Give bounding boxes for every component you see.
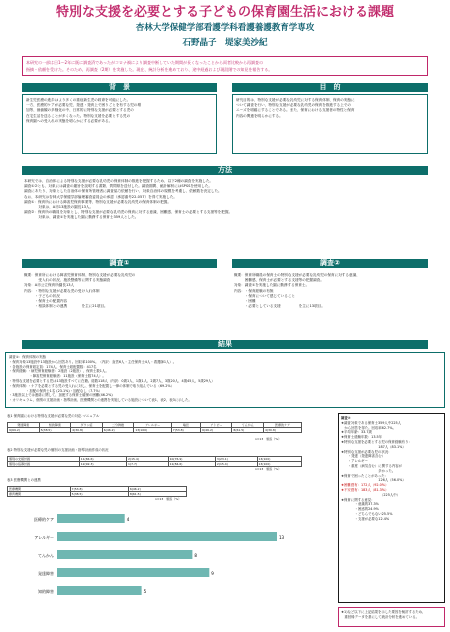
survey1-heading: 調査① [22, 259, 217, 268]
chart-category-label: 知的障害 [38, 589, 54, 594]
survey1-line: ・子どもの状況 [24, 293, 60, 298]
method-line: 調査②：保育所の職員を対象とし、特別な支援が必要な乳幼児の保育に対する意識、困難感、保育士の必要とする支援等を把握。 [24, 210, 233, 215]
survey2-line: ・保育について感じていること [234, 293, 296, 298]
results-line: ・保育経験：・病児保育経験者：2施設（2施設）、保育士数1人。 [9, 369, 109, 374]
survey2-result-line: ★保育で困ったことがあった： [341, 473, 389, 478]
affiliation: 杏林大学保健学部看護学科看護養護教育学専攻 [135, 23, 315, 33]
table1-header: てんかん [232, 423, 264, 428]
results-box [5, 352, 445, 408]
results-line: ・障害児保育経験者：11施設（保育士数74人）。 [9, 374, 106, 379]
survey2-result-line: から回答を得た。回収率62.7%。 [341, 425, 396, 430]
survey1-line: 対象：A市公立保育所園長13人 [24, 283, 75, 288]
table1-header: アトピー [201, 423, 232, 428]
purpose-heading: 目 的 [232, 83, 428, 92]
purpose-line: ニーズを明確にすることである。また、保育における支援者の特性と保育 [236, 108, 355, 113]
tables-area [5, 413, 335, 623]
results-heading: 結果 [22, 340, 428, 349]
survey2-line: 概要：保育所職員の保育士の特別な支援が必要な乳幼児の保育に対する意識、 [234, 273, 360, 277]
chart-value-label: 13 [279, 535, 285, 540]
results-line: ・保育対象13施設中13施設から回答あり。回収率100%。（内訳：直営6人・主任保育士4人・看護師1人）。 [9, 359, 177, 364]
survey2-result-line: ★特別な支援が必要な児の状況： [341, 449, 392, 454]
purpose-line: ついて調査を行い、特別な支援が必要な乳幼児の保育を推進する上での [236, 103, 351, 108]
purpose-line: 内容の関連を明らかにする。 [236, 113, 283, 118]
table-row [8, 492, 187, 497]
survey2-result-line: ★保育に関する意見： [341, 497, 375, 502]
table2-cell: 1(7.7) [127, 462, 169, 467]
table1-cell: 13(100) [134, 428, 171, 433]
table3-note: n=13 施設（%） [155, 497, 182, 501]
survey1-line: ・保育士の配置内容 [24, 299, 68, 304]
table-row [8, 428, 302, 433]
method-line: 調査にあたり、対象とした自治体の保育所管理者に調査協力依頼を行い、対象自治体の規模を考慮し、依頼数を決定した。 [24, 189, 222, 194]
footnote-line: ★1)など以下に上記結果を示した要因を検討するため、 [341, 610, 426, 614]
table1-header: 知的障害 [39, 423, 71, 428]
table1-cell: 6(46.2) [201, 428, 232, 433]
table1-title: 表1 保育園における特別な支援が必要な児の対応 マニュアル [7, 414, 100, 418]
results-line: ・各施設の保育総定員：174人、保育士総配置数：417名 [9, 364, 97, 369]
table2-cell: 11(84.6) [79, 457, 126, 462]
survey2-result-line: ・困惑的24.9% [341, 507, 379, 512]
survey2-line: ・必要としている支援 を主に13項目。 [234, 304, 325, 309]
table2-cell: 10(76.9) [168, 457, 215, 462]
survey2-result-line-highlight: ★困難感有：172人（92.0%） [341, 483, 389, 488]
table1-header: 二分脊椎 [102, 423, 134, 428]
chart-value-label: 9 [211, 571, 214, 576]
table1-cell: 8(61.5) [232, 428, 264, 433]
survey2-line: ・困難 [234, 299, 256, 304]
chart-value-label: 5 [143, 589, 147, 594]
survey1-line: 概要：保育所における障害児保育体制、特別な支援が必要な乳幼児の [24, 273, 136, 277]
results-line: ・加配の保育士1名 (23.1%)・加配なし（7.7%） [9, 388, 103, 393]
table1 [7, 422, 302, 433]
survey1-line: ・相談体制との連携 を主に21項目。 [24, 304, 108, 309]
chart-category-label: アレルギー [34, 535, 54, 540]
table2-cell: 個別の指導計画 [8, 462, 80, 467]
table1-cell: 4(30.8) [264, 428, 302, 433]
table1-header: 喘息 [171, 423, 200, 428]
survey2-result-line-highlight: ★不安感有：183人（81.3%） [341, 487, 389, 492]
survey2-result-line: ★保育士経験年数：13.5年 [341, 435, 383, 440]
results-line: ・保育体制：・ケアを必要とする児の受入れに対し、保育士を配置し一律の体制で取り組んでいる（69.2%） [9, 383, 175, 388]
table2-cell: 3(23.1) [215, 457, 257, 462]
survey1-line: 受入れの状況、施設整備等に関する実態調査 [24, 278, 111, 283]
survey2-result-line: ・どちらでもない25.5% [341, 511, 393, 516]
survey2-result-line: ・重度（病気含む）に関する内容が [341, 463, 403, 468]
survey2-result-line: ★調査対象である保育士359人中225人 [341, 420, 402, 425]
results-line: ・3施設以上では連絡に関して、加配する保育士確保の困難(46.2%) [9, 393, 113, 398]
chart-category-label: 医療的ケア [34, 517, 54, 522]
survey2-result-line: 187人（83.1%） [341, 444, 406, 449]
chart-bar [57, 514, 125, 523]
table2-note: n=13 施設（%） [255, 467, 282, 471]
method-box [22, 177, 428, 229]
table1-header: 発達障害 [8, 423, 40, 428]
table2-title: 表2 特別な支援が必要な児の個別の支援計画・指導計画作成の状況 [7, 448, 109, 452]
chart-bar [57, 586, 142, 595]
purpose-box [232, 94, 428, 154]
method-heading: 方法 [22, 166, 428, 175]
support-bar-chart [7, 508, 307, 618]
intro-line: 指摘・依頼を受けた。そのため、再調査（2期）を実施した。現在、統計分析を進めており、途中経過および現段階での知見を報告する。 [26, 66, 273, 72]
survey2-results-box [338, 413, 445, 603]
authors: 石野晶子 堤家美沙紀 [182, 38, 268, 48]
survey2-line: 困難感、保育士が必要とする支援等の把握調査。 [234, 278, 324, 283]
method-line: 本研究では、自治体による特別な支援が必要な乳幼児の保育体制の推進を把握するため、以下2種の調査を実施した。 [24, 179, 214, 183]
background-line: 新生児医療の進歩はより多くの重症新生児の救命を可能にした。 [26, 98, 131, 102]
background-box [22, 94, 217, 154]
chart-value-label: 4 [126, 517, 130, 522]
background-line: 保育園への受入れの実態を明らかにする必要がある。 [26, 118, 113, 123]
table1-header: ダウン症 [71, 423, 103, 428]
background-line: 加等、価値観の多様化の中、日常的に特別な支援が必要とする児の [26, 108, 134, 113]
table1-note: n=13 施設（%） [255, 437, 282, 441]
survey2-result-line: 126人（56.0%） [341, 478, 406, 483]
intro-line: 本研究の一部は日1～2年に既に調査済であったがコロナ禍により調査中断していた期間が長くなったことから両者比較から再調査の [26, 59, 264, 65]
background-heading: 背 景 [22, 83, 217, 92]
poster-title: 特別な支援を必要とする子どもの保育園生活における課題 [55, 5, 394, 20]
survey2-result-line: ・支援が必要な12.4% [341, 516, 390, 521]
table3-cell: 5(38.5) [70, 492, 128, 497]
table1-header: 医療的ケア [264, 423, 302, 428]
survey2-box [232, 271, 428, 323]
survey2-results-heading: 調査② [341, 416, 351, 420]
survey1-box [22, 271, 217, 323]
method-line: 調査①：保育所における障害児保育事業等、特別な支援が必要な乳幼児の保育体制の把握。 [24, 199, 171, 204]
table3-cell: 6(46.2) [128, 487, 186, 492]
intro-box [22, 56, 428, 76]
chart-bar [57, 532, 277, 541]
footnote-line: 重回帰データを基にして統計分析を進めている。 [341, 614, 419, 619]
table3 [7, 486, 187, 497]
chart-value-label: 8 [194, 553, 197, 558]
survey2-line: 対象：調査①を実施した園に勤務する保育士。 [234, 283, 310, 288]
survey1-line: 内容：・特別な支援が必要な児の受け入れ体制 [24, 288, 100, 293]
purpose-line: 研究目的は、特別な支援が必要な乳幼児に対する保育体制、保育の実態に [236, 98, 355, 102]
survey2-result-line: ★平均年齢：33.7歳 [341, 430, 372, 435]
table2-cell: 2(15.4) [215, 462, 257, 467]
table2-cell: 個別の支援計画 [8, 457, 80, 462]
chart-bar [57, 550, 192, 559]
table2-cell: 12(92.3) [79, 462, 126, 467]
survey2-result-line: ・発達（発達障害含む） [341, 454, 386, 459]
table2-cell: 2(15.4) [127, 457, 169, 462]
table1-cell: 7(53.8) [171, 428, 200, 433]
table1-cell: 5(38.5) [39, 428, 71, 433]
survey2-result-line: ・意識的37.3% [341, 502, 379, 507]
chart-category-label: 発達障害 [38, 571, 54, 576]
results-line: 調査①：保育体制の実態 [9, 355, 46, 359]
survey2-heading: 調査② [232, 259, 428, 268]
survey2-result-line: 多かった。 [341, 468, 396, 473]
table1-cell: 9(69.2) [8, 428, 40, 433]
table-row [8, 462, 302, 467]
method-line: なお、本研究は杏林大学保健学部倫理審査委員会の承認（承認番号22-057）を得て実施した。 [24, 194, 177, 199]
table3-cell: 7(53.8) [70, 487, 128, 492]
footnote-box [338, 607, 445, 627]
survey2-result-line: ・アレルギー [341, 459, 368, 464]
table3-cell: 医療機関 [8, 487, 71, 492]
survey2-line: 内容：・保育経験の有無 [234, 288, 274, 293]
table2-cell: 11(84.6) [168, 462, 215, 467]
table2 [7, 456, 302, 467]
method-line: 調査①②とも、対象には調査の趣旨を説明する書類、質問紙を送付した。調査期間、統計解析にはSPSSを使用した。 [24, 184, 212, 189]
table3-cell: 療育機関 [8, 492, 71, 497]
table1-cell: 4(30.8) [71, 428, 103, 433]
table3-cell: 8(61.5) [128, 492, 186, 497]
background-line: 一方、医療的ケアが必要な児、発達・発育上で困りごとを有する児の増 [26, 103, 141, 108]
table3-title: 表3 医療機関との連携 [7, 478, 41, 482]
table2-cell: 13(100) [257, 462, 301, 467]
background-line: 在宅生活を送ることが多くなった。特別な支援を必要とする児の [26, 113, 131, 118]
survey2-result-line: （225人中） [341, 492, 401, 497]
table2-cell: 13(100) [257, 457, 301, 462]
results-line: ・特別な支援を必要とする児は13施設すべてに在籍。総数118人（内訳：0歳1人、1歳1人、2歳7人、3歳20人、4歳45人、5歳29人） [9, 378, 215, 383]
table1-cell: 6(46.2) [102, 428, 134, 433]
method-line: 対象は、調査①を実施した園に勤務する保育士359人とした。 [24, 215, 139, 220]
results-line: ・カリキュラム、個別の支援計画・指導計画、医療機関との連携を実施している施設について表1、表2、表3に示した。 [9, 398, 192, 403]
chart-bar [57, 568, 209, 577]
method-line: 対象は、A市13施設の園長13人。 [24, 205, 94, 210]
chart-category-label: てんかん [38, 553, 54, 558]
survey2-result-line: ★特別な支援を必要とする児の保育経験有り： [341, 439, 412, 444]
table1-header: アレルギー [134, 423, 171, 428]
